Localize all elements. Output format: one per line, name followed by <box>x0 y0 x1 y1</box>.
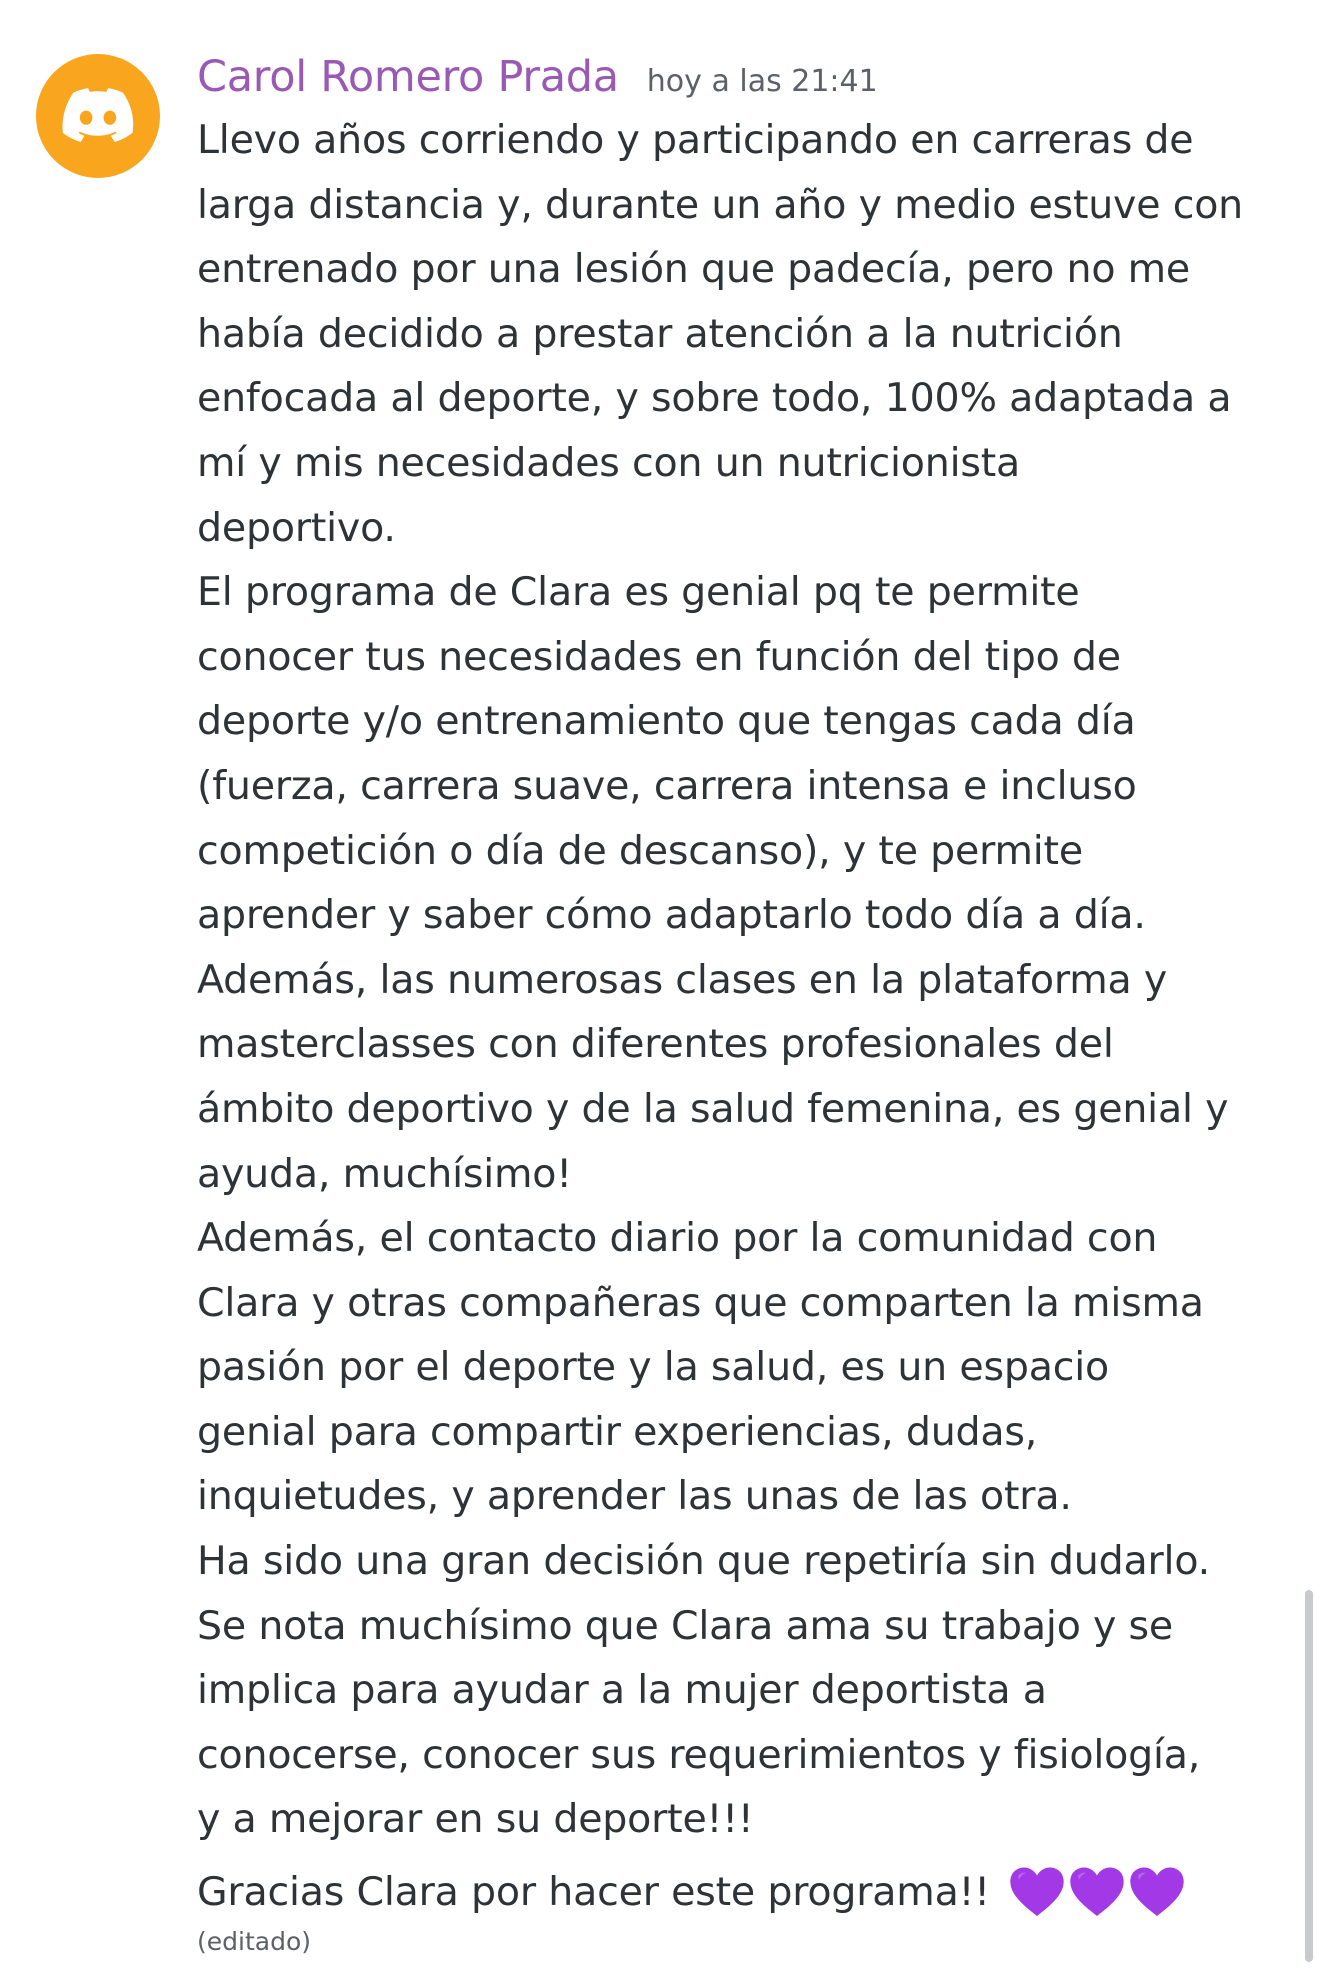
message-line: Además, las numerosas clases en la plataforma y <box>197 956 1168 1003</box>
message-line: inquietudes, y aprender las unas de las otra. <box>197 1473 1072 1520</box>
message-header <box>197 52 878 112</box>
message-line: y a mejorar en su deporte!!! <box>197 1796 754 1843</box>
message-content <box>197 108 1307 1956</box>
message-line: Se nota muchísimo que Clara ama su trabajo y se <box>197 1602 1174 1649</box>
author-name[interactable]: Carol Romero Prada <box>197 52 619 102</box>
message-line: larga distancia y, durante un año y medio estuve con <box>197 181 1244 228</box>
message-line: pasión por el deporte y la salud, es un espacio <box>197 1344 1109 1391</box>
message-line-last <box>197 1860 1307 1925</box>
message-line: Clara y otras compañeras que comparten la misma <box>197 1279 1204 1326</box>
message-line: mí y mis necesidades con un nutricionista <box>197 439 1021 486</box>
message-line: ámbito deportivo y de la salud femenina, es genial y <box>197 1085 1229 1132</box>
message-line: masterclasses con diferentes profesionales del <box>197 1021 1114 1068</box>
message-line: aprender y saber cómo adaptarlo todo día a día. <box>197 892 1146 939</box>
message-line: genial para compartir experiencias, dudas, <box>197 1408 1038 1455</box>
purple-heart-icon[interactable] <box>1008 1866 1066 1918</box>
message-line: conocer tus necesidades en función del tipo de <box>197 633 1121 680</box>
message-line: implica para ayudar a la mujer deportista a <box>197 1667 1047 1714</box>
purple-heart-icon[interactable] <box>1128 1866 1186 1918</box>
message-line: deportivo. <box>197 504 396 551</box>
message-line: Ha sido una gran decisión que repetiría sin dudarlo. <box>197 1538 1210 1585</box>
closing-text: Gracias Clara por hacer este programa!! <box>197 1869 990 1916</box>
message-line: ayuda, muchísimo! <box>197 1150 572 1197</box>
message-line: entrenado por una lesión que padecía, pero no me <box>197 246 1191 293</box>
discord-logo-icon <box>62 88 134 144</box>
emoji-group <box>1008 1866 1186 1918</box>
message-line: Además, el contacto diario por la comunidad con <box>197 1215 1158 1262</box>
message-line: (fuerza, carrera suave, carrera intensa e incluso <box>197 762 1137 809</box>
edited-label: (editado) <box>197 1926 311 1956</box>
message-line: había decidido a prestar atención a la nutrición <box>197 310 1123 357</box>
message-line: Llevo años corriendo y participando en carreras de <box>197 117 1194 163</box>
timestamp: hoy a las 21:41 <box>646 64 878 99</box>
purple-heart-icon[interactable] <box>1068 1866 1126 1918</box>
avatar[interactable] <box>36 54 160 178</box>
scrollbar[interactable] <box>1305 1590 1313 1962</box>
message-line: deporte y/o entrenamiento que tengas cada día <box>197 698 1136 745</box>
message-line: El programa de Clara es genial pq te permite <box>197 569 1080 616</box>
message-line: conocerse, conocer sus requerimientos y fisiología, <box>197 1731 1201 1778</box>
message-line: competición o día de descanso), y te permite <box>197 827 1083 874</box>
message-line: enfocada al deporte, y sobre todo, 100% adaptada a <box>197 375 1232 422</box>
